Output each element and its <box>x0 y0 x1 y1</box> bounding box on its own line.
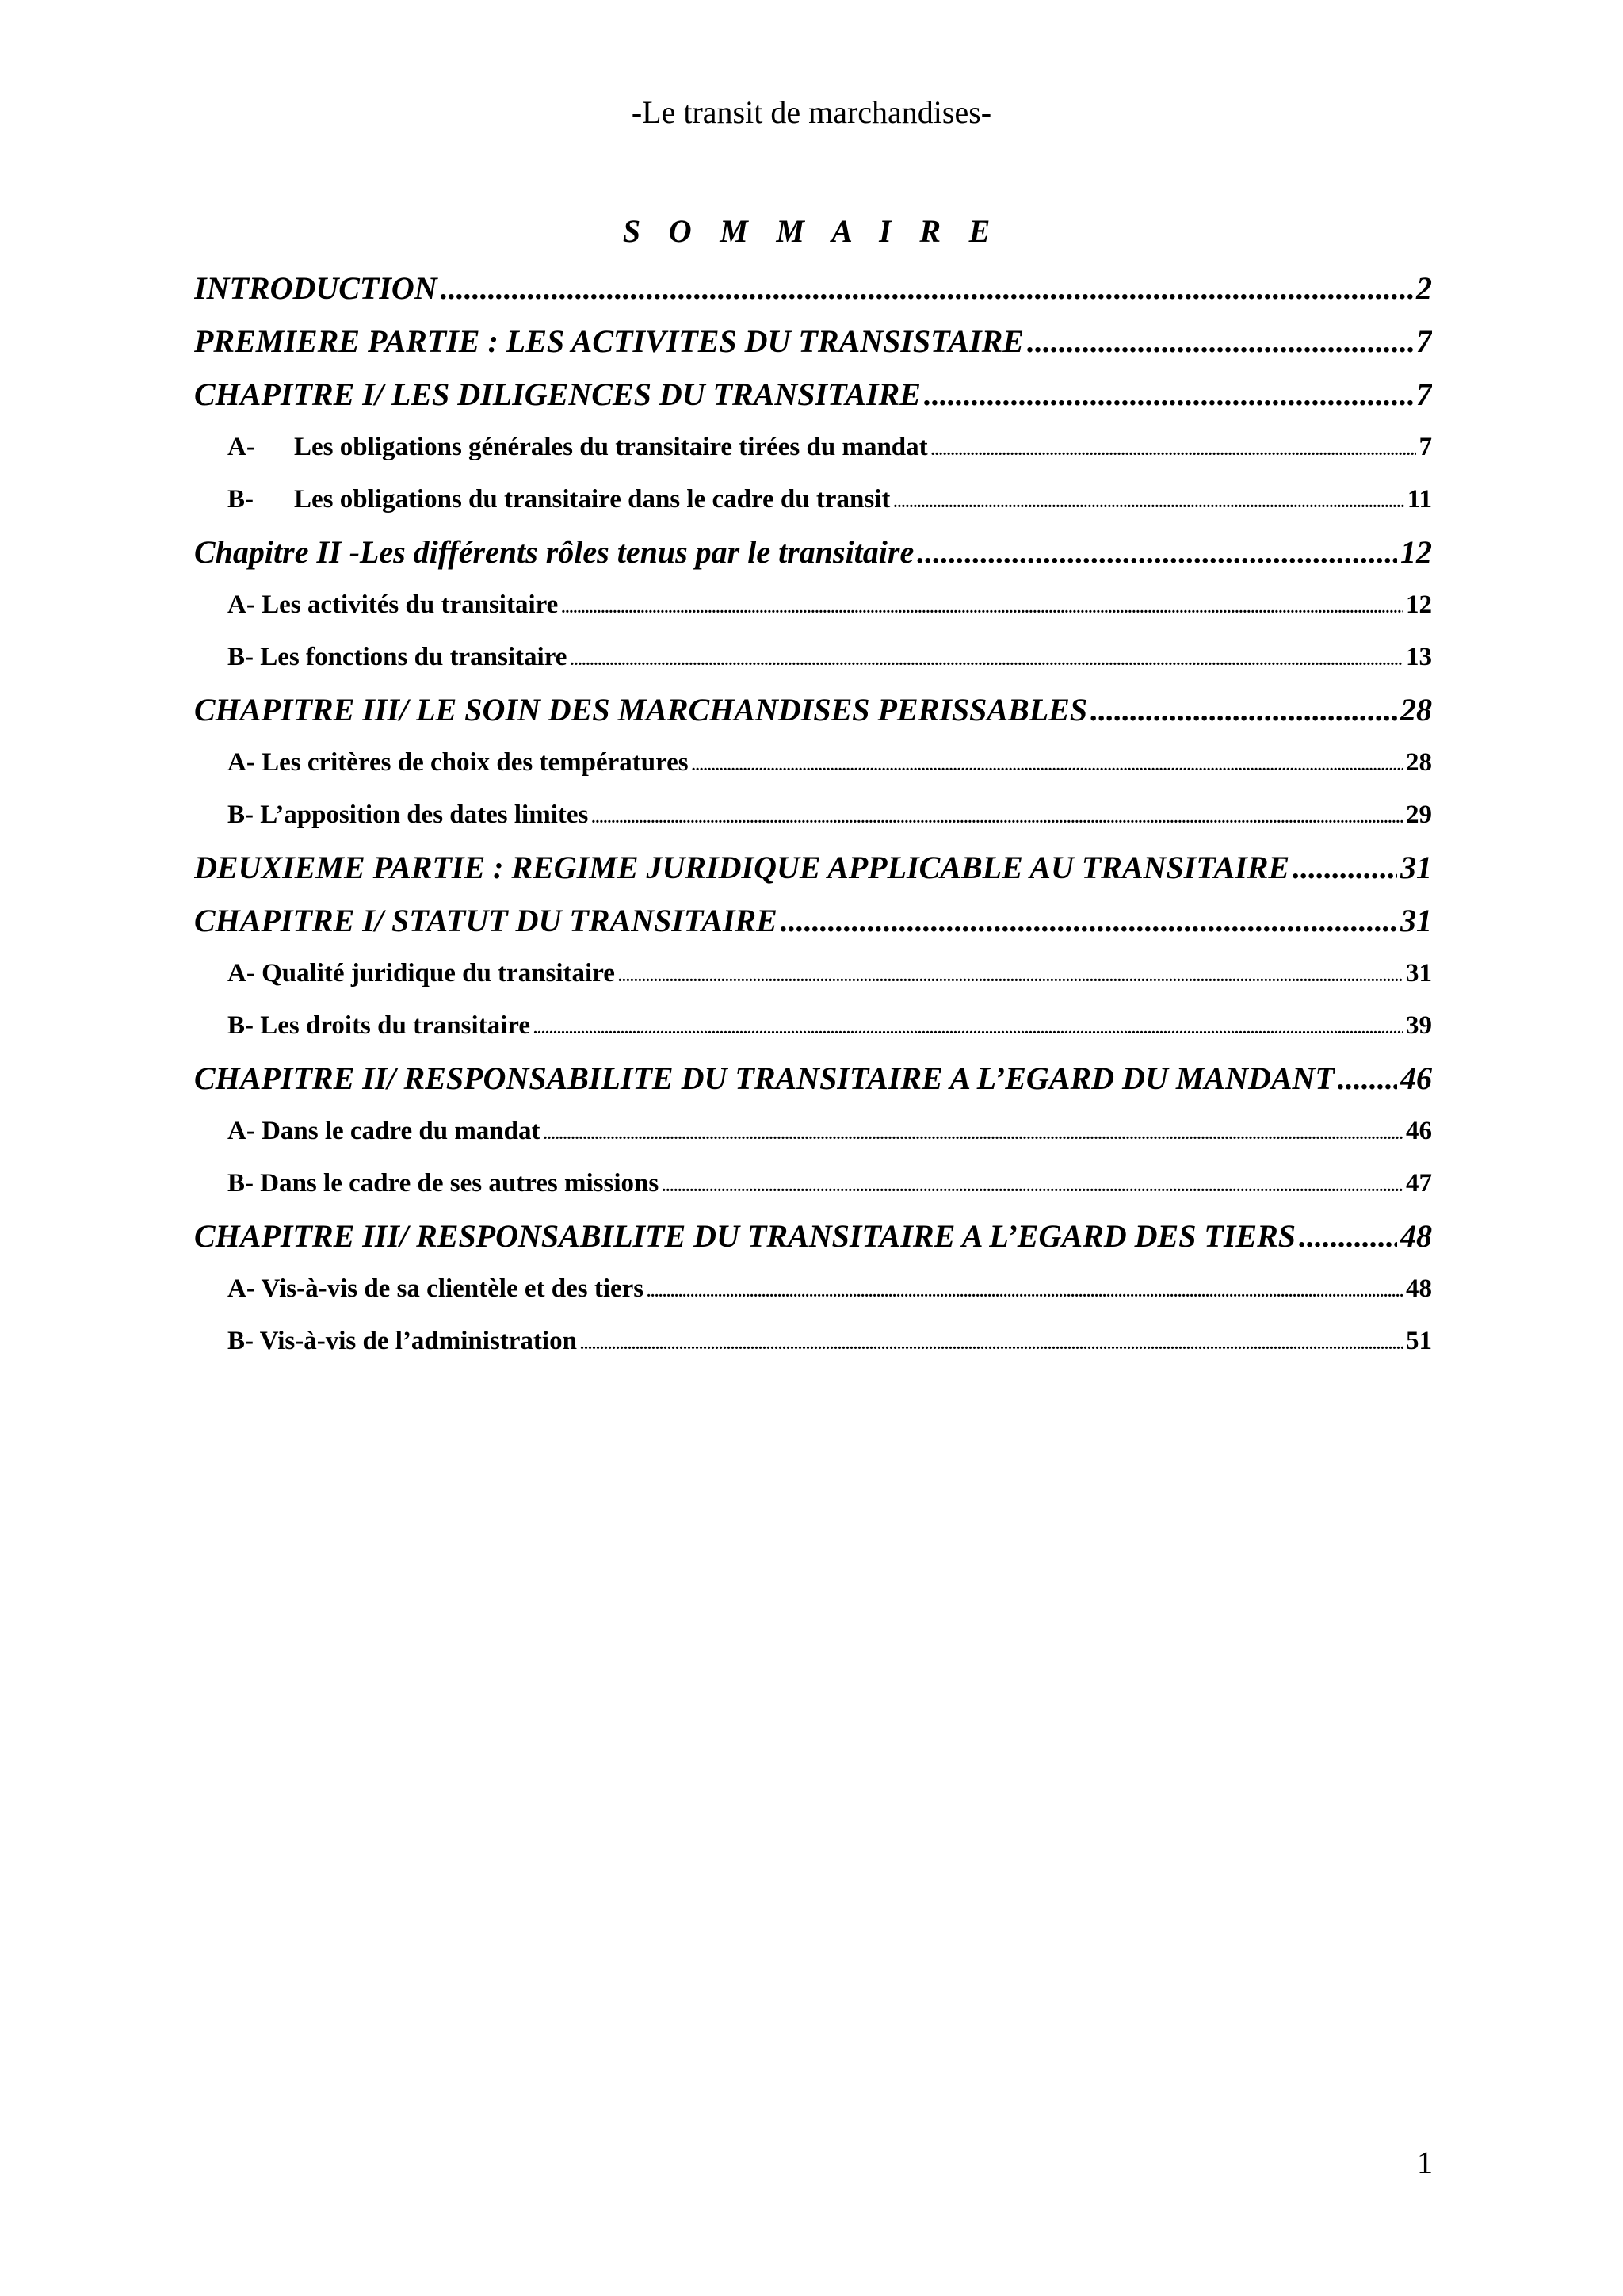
toc-entry-chapitre-2[interactable] <box>194 525 1432 579</box>
toc-entry-label: CHAPITRE I/ STATUT DU TRANSITAIRE <box>194 903 777 938</box>
toc-entry-6a[interactable] <box>194 1263 1432 1315</box>
toc-entry-label: B- Les droits du transitaire <box>227 1011 530 1040</box>
toc-entry-page: 7 <box>1416 376 1432 412</box>
toc-entry-page: 48 <box>1400 1218 1432 1254</box>
toc-entry-page: 46 <box>1406 1117 1432 1145</box>
toc-entry-page: 31 <box>1400 850 1432 885</box>
toc-entry-deuxieme-partie[interactable] <box>194 841 1432 894</box>
toc-entry-page: 31 <box>1400 903 1432 938</box>
toc-entry-prefix: B- <box>227 485 254 514</box>
toc-entry-label: B- Dans le cadre de ses autres missions <box>227 1169 659 1198</box>
toc-entry-page: 7 <box>1416 323 1432 359</box>
toc-entry-3a[interactable] <box>194 736 1432 789</box>
table-of-contents <box>194 262 1432 1367</box>
toc-entry-premiere-partie[interactable] <box>194 315 1432 368</box>
toc-entry-label: CHAPITRE I/ LES DILIGENCES DU TRANSITAIRE <box>194 376 921 412</box>
toc-entry-page: 12 <box>1406 590 1432 619</box>
toc-entry-page: 28 <box>1400 692 1432 728</box>
dot-leader <box>692 736 1403 789</box>
toc-entry-label: Chapitre II -Les différents rôles tenus par le transitaire <box>194 534 915 570</box>
dot-leader <box>1338 1052 1397 1105</box>
toc-entry-chapitre-1[interactable] <box>194 368 1432 421</box>
toc-entry-label: PREMIERE PARTIE : LES ACTIVITES DU TRANSISTAIRE <box>194 323 1024 359</box>
toc-entry-page: 28 <box>1406 748 1432 777</box>
dot-leader <box>1293 841 1397 894</box>
toc-entry-label: DEUXIEME PARTIE : REGIME JURIDIQUE APPLICABLE AU TRANSITAIRE <box>194 850 1290 885</box>
dot-leader <box>931 421 1416 473</box>
toc-entry-label: B- L’apposition des dates limites <box>227 800 589 829</box>
dot-leader <box>561 579 1403 631</box>
dot-leader <box>441 262 1413 315</box>
dot-leader <box>570 631 1403 683</box>
toc-entry-page: 13 <box>1406 643 1432 671</box>
toc-entry-label: CHAPITRE II/ RESPONSABILITE DU TRANSITAIRE A L’EGARD DU MANDANT <box>194 1060 1335 1096</box>
toc-entry-5b[interactable] <box>194 1157 1432 1209</box>
toc-entry-4b[interactable] <box>194 999 1432 1052</box>
toc-entry-page: 46 <box>1400 1060 1432 1096</box>
dot-leader <box>781 894 1397 947</box>
dot-leader <box>924 368 1413 421</box>
toc-entry-page: 51 <box>1406 1327 1432 1355</box>
toc-entry-page: 31 <box>1406 959 1432 988</box>
dot-leader <box>662 1157 1403 1209</box>
toc-entry-label: A- Les critères de choix des températures <box>227 748 689 777</box>
dot-leader <box>1027 315 1413 368</box>
toc-entry-label: A- Qualité juridique du transitaire <box>227 959 615 988</box>
toc-entry-label: A- Dans le cadre du mandat <box>227 1117 540 1145</box>
toc-entry-label: CHAPITRE III/ LE SOIN DES MARCHANDISES PERISSABLES <box>194 692 1088 728</box>
toc-title: S O M M A I R E <box>622 213 1001 249</box>
toc-entry-label: B- Vis-à-vis de l’administration <box>227 1327 577 1355</box>
toc-entry-introduction[interactable] <box>194 262 1432 315</box>
toc-entry-label: A- Les activités du transitaire <box>227 590 559 619</box>
dot-leader <box>1090 683 1397 736</box>
dot-leader <box>917 525 1397 579</box>
dot-leader <box>1299 1209 1397 1263</box>
toc-entry-page: 7 <box>1419 433 1432 461</box>
toc-entry-page: 12 <box>1400 534 1432 570</box>
dot-leader <box>647 1263 1403 1315</box>
toc-entry-3b[interactable] <box>194 789 1432 841</box>
toc-entry-label: INTRODUCTION <box>194 270 437 306</box>
dot-leader <box>544 1105 1403 1157</box>
toc-entry-label: Les obligations générales du transitaire tirées du mandat <box>294 433 928 461</box>
dot-leader <box>893 473 1403 525</box>
toc-entry-chapitre-3[interactable] <box>194 683 1432 736</box>
toc-entry-2a[interactable] <box>194 579 1432 631</box>
toc-entry-1b[interactable] <box>194 473 1432 525</box>
toc-entry-2b[interactable] <box>194 631 1432 683</box>
toc-entry-page: 11 <box>1407 485 1432 514</box>
dot-leader <box>591 789 1403 841</box>
toc-entry-label: B- Les fonctions du transitaire <box>227 643 567 671</box>
toc-entry-6b[interactable] <box>194 1315 1432 1367</box>
page-header: -Le transit de marchandises- <box>631 94 992 130</box>
toc-entry-chapitre-2-responsabilite[interactable] <box>194 1052 1432 1105</box>
toc-entry-page: 29 <box>1406 800 1432 829</box>
toc-entry-label: A- Vis-à-vis de sa clientèle et des tiers <box>227 1274 644 1303</box>
toc-entry-chapitre-3-responsabilite[interactable] <box>194 1209 1432 1263</box>
toc-entry-1a[interactable] <box>194 421 1432 473</box>
toc-entry-label: Les obligations du transitaire dans le cadre du transit <box>294 485 891 514</box>
dot-leader <box>580 1315 1403 1367</box>
toc-entry-page: 48 <box>1406 1274 1432 1303</box>
dot-leader <box>533 999 1403 1052</box>
toc-entry-chapitre-1-statut[interactable] <box>194 894 1432 947</box>
toc-entry-label: CHAPITRE III/ RESPONSABILITE DU TRANSITAIRE A L’EGARD DES TIERS <box>194 1218 1296 1254</box>
toc-entry-page: 39 <box>1406 1011 1432 1040</box>
toc-entry-5a[interactable] <box>194 1105 1432 1157</box>
dot-leader <box>618 947 1403 999</box>
toc-entry-page: 47 <box>1406 1169 1432 1198</box>
toc-entry-prefix: A- <box>227 433 255 461</box>
toc-entry-page: 2 <box>1416 270 1432 306</box>
page-number: 1 <box>1417 2145 1433 2180</box>
toc-entry-4a[interactable] <box>194 947 1432 999</box>
